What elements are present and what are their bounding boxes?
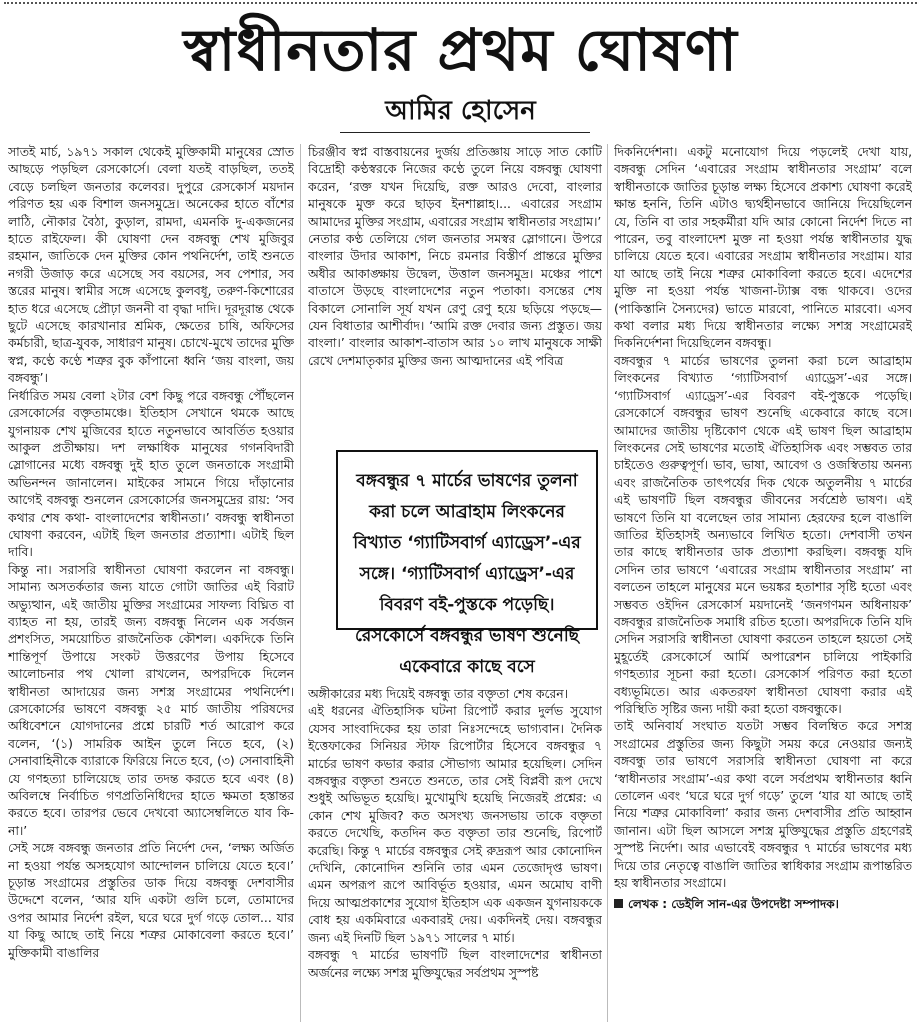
- paragraph: দিকনির্দেশনা। একটু মনোযোগ দিয়ে পড়লেই দেখা যায়, বঙ্গবন্ধু সেদিন ‘এবারের সংগ্রাম স্বাধীনতার সংগ্রাম’ বলে স্বাধীনতাকে জাতির চূড়ান্ত লক্ষ্য হিসেবে প্রকাশ্য ঘোষণা করেই ক্ষান্ত হননি, তিনি এটাও দ্ব্যর্থহীনভাবে জানিয়ে দিয়েছিলেন যে, তিনি বা তার সহকর্মীরা যদি আর কোনো নির্দেশ দিতে না পারেন, তবু বাংলাদেশ মুক্ত না হওয়া পর্যন্ত স্বাধীনতার যুদ্ধ চালিয়ে যেতে হবে। এবারের সংগ্রাম স্বাধীনতার সংগ্রাম। যার যা আছে তাই নিয়ে শত্রুর মোকাবিলা করতে হবে। এদেশের মুক্তি না হওয়া পর্যন্ত খাজনা-ট্যাক্স বন্ধ থাকবে। ওদের (পাকিস্তানি সৈন্যদের) ভাতে মারবো, পানিতে মারবো। এসব কথা বলার মধ্য দিয়ে স্বাধীনতার লক্ষ্যে সশস্ত্র সংগ্রামেরই দিকনির্দেশনা দিয়েছিলেন বঙ্গবন্ধু।: [614, 145, 912, 351]
- article-column-2-bottom: [308, 686, 602, 1022]
- article-column-1: [8, 144, 294, 1024]
- square-bullet-icon: [614, 899, 623, 908]
- paragraph: কিন্তু না। সরাসরি স্বাধীনতা ঘোষণা করলেন না বঙ্গবন্ধু। সামান্য অসতর্কতার জন্য যাতে গোটা জাতির এই বিরাট অভ্যুত্থান, এই জাতীয় মুক্তির সংগ্রামের সাফল্য বিঘ্নিত বা ব্যাহত না হয়, তারই জন্য বঙ্গবন্ধু নিলেন এক সর্বজন প্রশংসিত, সময়োচিত রাজনৈতিক কৌশল। একদিকে তিনি শান্তিপূর্ণ উপায়ে সংকট উত্তরণের উপায় হিসেবে আলোচনার পথ খোলা রাখলেন, অপরদিকে দিলেন স্বাধীনতা আদায়ের জন্য সশস্ত্র সংগ্রামের পথনির্দেশ। রেসকোর্সের ভাষণে বঙ্গবন্ধু ২৫ মার্চ জাতীয় পরিষদের অধিবেশনে যোগদানের প্রশ্নে চারটি শর্ত আরোপ করে বলেন, ‘(১) সামরিক আইন তুলে নিতে হবে, (২) সেনাবাহিনীকে ব্যারাকে ফিরিয়ে নিতে হবে, (৩) সেনাবাহিনী যে গণহত্যা চালিয়েছে তার তদন্ত করতে হবে এবং (৪) অবিলম্বে নির্বাচিত গণপ্রতিনিধিদের হাতে ক্ষমতা হস্তান্তর করতে হবে। তারপর ভেবে দেখবো অ্যাসেম্বলিতে যাব কি-না।’: [8, 562, 294, 838]
- article-column-3: [614, 144, 912, 1024]
- paragraph: বঙ্গবন্ধু ৭ মার্চের ভাষণটি ছিল বাংলাদেশের স্বাধীনতা অর্জনের লক্ষ্যে সশস্ত্র মুক্তিযুদ্ধের সর্বপ্রথম সুস্পষ্ট: [308, 948, 602, 980]
- paragraph: তাই অনিবার্য সংঘাত যতটা সম্ভব বিলম্বিত করে সশস্ত্র সংগ্রামের প্রস্তুতির জন্য কিছুটা সময় করে নেওয়ার জন্যই বঙ্গবন্ধু তার ভাষণে সরাসরি স্বাধীনতা ঘোষণা না করে ‘স্বাধীনতার সংগ্রাম’-এর কথা বলে সর্বপ্রথম স্বাধীনতার ধ্বনি তোলেন এবং ‘ঘরে ঘরে দুর্গ গড়ে’ তুলে ‘যার যা আছে তাই নিয়ে শত্রুর মোকাবিলা’ করার জন্য দেশবাসীর প্রতি আহ্বান জানান। এটা ছিল আসলে সশস্ত্র মুক্তিযুদ্ধের প্রস্তুতি গ্রহণেরই সুস্পষ্ট নির্দেশ। আর এভাবেই বঙ্গবন্ধুর ৭ মার্চের ভাষণের মধ্য দিয়ে তার নেতৃত্বে বাঙালি জাতির স্বাধিকার সংগ্রাম রূপান্তরিত হয় স্বাধীনতার সংগ্রামে।: [614, 719, 912, 891]
- author-note-text: লেখক : ডেইলি সান-এর উপদেষ্টা সম্পাদক।: [628, 897, 839, 912]
- paragraph: নির্ধারিত সময় বেলা ২টার বেশ কিছু পরে বঙ্গবন্ধু পৌঁছলেন রেসকোর্সের বক্তৃতামঞ্চে। ইতিহাস সেখানে থমকে আছে যুগনায়ক শেখ মুজিবের হাতে নতুনভাবে আবর্তিত হওয়ার আকুল প্রতীক্ষায়। দশ লক্ষাধিক মানুষের গগনবিদারী স্লোগানের মধ্যে বঙ্গবন্ধু দুই হাত তুলে জনতাকে সংগ্রামী অভিনন্দন জানালেন। মাইকের সামনে গিয়ে দাঁড়ানোর আগেই বঙ্গবন্ধু শুনলেন রেসকোর্সের জনসমুদ্রের রায়: ‘সব কথার শেষ কথা- বাংলাদেশের স্বাধীনতা।’ বঙ্গবন্ধু স্বাধীনতা ঘোষণা করবেন, এটাই ছিল জনতার প্রত্যাশা। এটাই ছিল দাবি।: [8, 388, 294, 560]
- paragraph: চিরঞ্জীব স্বপ্ন বাস্তবায়নের দুর্জয় প্রতিজ্ঞায় সাড়ে সাত কোটি বিদ্রোহী কণ্ঠস্বরকে নিজের কণ্ঠে তুলে নিয়ে বঙ্গবন্ধু ঘোষণা করেন, ‘রক্ত যখন দিয়েছি, রক্ত আরও দেবো, বাংলার মানুষকে মুক্ত করে ছাড়ব ইনশাল্লাহ।... এবারের সংগ্রাম আমাদের মুক্তির সংগ্রাম, এবারের সংগ্রাম স্বাধীনতার সংগ্রাম।’: [308, 145, 602, 229]
- paragraph: এই ধরনের ঐতিহাসিক ঘটনা রিপোর্ট করার দুর্লভ সুযোগ যেসব সাংবাদিকের হয় তারা নিঃসন্দেহে ভাগ্যবান। দৈনিক ইত্তেফাকের সিনিয়র স্টাফ রিপোর্টার হিসেবে বঙ্গবন্ধুর ৭ মার্চের ভাষণ কভার করার সৌভাগ্য আমার হয়েছিল। সেদিন বঙ্গবন্ধুর বক্তৃতা শুনতে শুনতে, তার সেই বিপ্লবী রূপ দেখে শুধুই অভিভূত হয়েছি। মুখোমুখি হয়েছি নিজেরই প্রশ্নের: এ কোন শেখ মুজিব? কত অসংখ্য জনসভায় তাকে বক্তৃতা করতে দেখেছি, কতদিন কত বক্তৃতা তার শুনেছি, রিপোর্ট করেছি। কিন্তু ৭ মার্চের বঙ্গবন্ধুর সেই রুদ্ররূপ আর কোনোদিন দেখিনি, কোনোদিন শুনিনি তার এমন তেজোদৃপ্ত ভাষণ। এমন অপরূপ রূপে আবির্ভূত হওয়ার, এমন অমোঘ বাণী দিয়ে আত্মপ্রকাশের সুযোগ ইতিহাস এক একজন যুগনায়ককে বোধ হয় একমিবারে একবারই দেয়। একদিনই দেয়। বঙ্গবন্ধুর জন্য এই দিনটি ছিল ১৯৭১ সালের ৭ মার্চ।: [308, 704, 602, 945]
- column-divider: [300, 144, 301, 1022]
- column-divider: [607, 144, 608, 1022]
- pull-quote: বঙ্গবন্ধুর ৭ মার্চের ভাষণের তুলনা করা চলে আব্রাহাম লিংকনের বিখ্যাত ‘গ্যাটিসবার্গ এ্যাড্রেস’-এর সঙ্গে। ‘গ্যাটিসবার্গ এ্যাড্রেস’-এর বিবরণ বই-পুস্তকে পড়েছি। রেসকোর্সে বঙ্গবন্ধুর ভাষণ শুনেছি একেবারে কাছে বসে: [336, 450, 598, 630]
- paragraph: সেই সঙ্গে বঙ্গবন্ধু জনতার প্রতি নির্দেশ দেন, ‘লক্ষ্য অর্জিত না হওয়া পর্যন্ত অসহযোগ আন্দোলন চালিয়ে যেতে হবে।’ চূড়ান্ত সংগ্রামের প্রস্তুতির ডাক দিয়ে বঙ্গবন্ধু দেশবাসীর উদ্দেশে বলেন, ‘আর যদি একটা গুলি চলে, তোমাদের ওপর আমার নির্দেশ রইল, ঘরে ঘরে দুর্গ গড়ে তোল... যার যা কিছু আছে তাই নিয়ে শত্রুর মোকাবেলা করতে হবে।’ মুক্তিকামী বাঙালির: [8, 841, 294, 960]
- byline-underline: [340, 132, 590, 133]
- author-note: [614, 896, 912, 913]
- paragraph: সাতই মার্চ, ১৯৭১ সকাল থেকেই মুক্তিকামী মানুষের স্রোত আছড়ে পড়ছিল রেসকোর্সে। বেলা যতই বাড়ছিল, ততই বেড়ে চলছিল জনতার কলেবর। দুপুরে রেসকোর্স ময়দান পরিণত হয় এক বিশাল জনসমুদ্রে। অনেকের হাতে বাঁশের লাঠি, নৌকার বৈঠা, কুড়াল, রামদা, এমনকি দু-একজনের হাতে রাইফেল। কী ঘোষণা দেন বঙ্গবন্ধু শেখ মুজিবুর রহমান, জাতিকে দেন মুক্তির কোন পথনির্দেশ, তাই শুনতে নগরী উজাড় করে এসেছে সব বয়সের, সব পেশার, সব স্তরের মানুষ। স্বামীর সঙ্গে এসেছে কুলবধূ, তরুণ-কিশোরের হাত ধরে এসেছে প্রৌঢ়া জননী বা বৃদ্ধা দাদি। দূরদূরান্ত থেকে ছুটে এসেছে কারখানার শ্রমিক, ক্ষেতের চাষি, অফিসের কর্মচারী, ছাত্র-যুবক, সাধারণ মানুষ। চোখে-মুখে তাদের মুক্তি স্বপ্ন, কণ্ঠে কণ্ঠে শত্রুর বুক কাঁপানো ধ্বনি ‘জয় বাংলা, জয় বঙ্গবন্ধু’।: [8, 145, 294, 386]
- paragraph: নেতার কণ্ঠ তেলিয়ে গেল জনতার সমস্বর স্লোগানে। উপরে বাংলার উদার আকাশ, নিচে রমনার বিস্তীর্ণ প্রান্তরে মুক্তির অধীর আকাঙ্ক্ষায় উদ্বেল, উত্তাল জনসমুদ্র। মঞ্চের পাশে বাতাসে উড়ছে বাংলাদেশের নতুন পতাকা। বসন্তের শেষ বিকালে সোনালি সূর্য যখন রেণু রেণু হয়ে ছড়িয়ে পড়ছে— যেন বিধাতার আশীর্বাদ। ‘আমি রক্ত দেবার জন্য প্রস্তুত। জয় বাংলা।’ বাংলার আকাশ-বাতাস আর ১০ লাখ মানুষকে সাক্ষী রেখে দেশমাতৃকার মুক্তির জন্য আত্মদানের এই পবিত্র: [308, 232, 602, 368]
- paragraph: বঙ্গবন্ধুর ৭ মার্চের ভাষণের তুলনা করা চলে আব্রাহাম লিংকনের বিখ্যাত ‘গ্যাটিসবার্গ এ্যাড্রেস’-এর সঙ্গে। ‘গ্যাটিসবার্গ এ্যাড্রেস’-এর বিবরণ বই-পুস্তকে পড়েছি। রেসকোর্সে বঙ্গবন্ধুর ভাষণ শুনেছি একেবারে কাছে বসে। আমাদের জাতীয় দৃষ্টিকোণ থেকে এই ভাষণ ছিল আব্রাহাম লিংকনের সেই ভাষণের মতোই ঐতিহাসিক এবং সম্ভবত তার চাইতেও গুরুত্বপূর্ণ। ভাব, ভাষা, আবেগ ও ওজস্বিতায় অনন্য এবং রাজনৈতিক তাৎপর্যের দিক থেকে অতুলনীয় ৭ মার্চের এই ভাষণটি ছিল বঙ্গবন্ধুর জীবনের সর্বশ্রেষ্ঠ ভাষণ। এই ভাষণে তিনি যা বলেছেন তার সামান্য হেরফের হলে বাঙালি জাতির ইতিহাসই অন্যভাবে লিখিত হতো। দেশবাসী তখন তার কাছে স্বাধীনতার ডাক প্রত্যাশা করছিল। বঙ্গবন্ধু যদি সেদিন তার ভাষণে ‘এবারের সংগ্রাম স্বাধীনতার সংগ্রাম’ না বলতেন তাহলে মানুষের মনে ভয়ঙ্কর হতাশার সৃষ্টি হতো এবং সম্ভবত ওইদিন রেসকোর্স ময়দানেই ‘জনগণমন অধিনায়ক’ বঙ্গবন্ধুর রাজনৈতিক সমাধি রচিত হতো। অপরদিকে তিনি যদি সেদিন সরাসরি স্বাধীনতা ঘোষণা করতেন তাহলে হয়তো সেই মুহূর্তেই রেসকোর্সে আর্মি অপারেশন চালিয়ে পাইকারি গণহত্যার সূচনা করা হতো। রেসকোর্স পরিণত করা হতো বধ্যভূমিতে। আর একতরফা স্বাধীনতা ঘোষণা করার এই পরিস্থিতি সৃষ্টির জন্য দায়ী করা হতো বঙ্গবন্ধুকে।: [614, 353, 912, 716]
- headline: স্বাধীনতার প্রথম ঘোষণা: [183, 16, 738, 84]
- article-column-2-top: [308, 144, 602, 450]
- byline: আমির হোসেন: [385, 96, 536, 126]
- paragraph: অঙ্গীকারের মধ্য দিয়েই বঙ্গবন্ধু তার বক্তৃতা শেষ করেন।: [308, 687, 568, 701]
- top-dotted-rule: [4, 2, 917, 4]
